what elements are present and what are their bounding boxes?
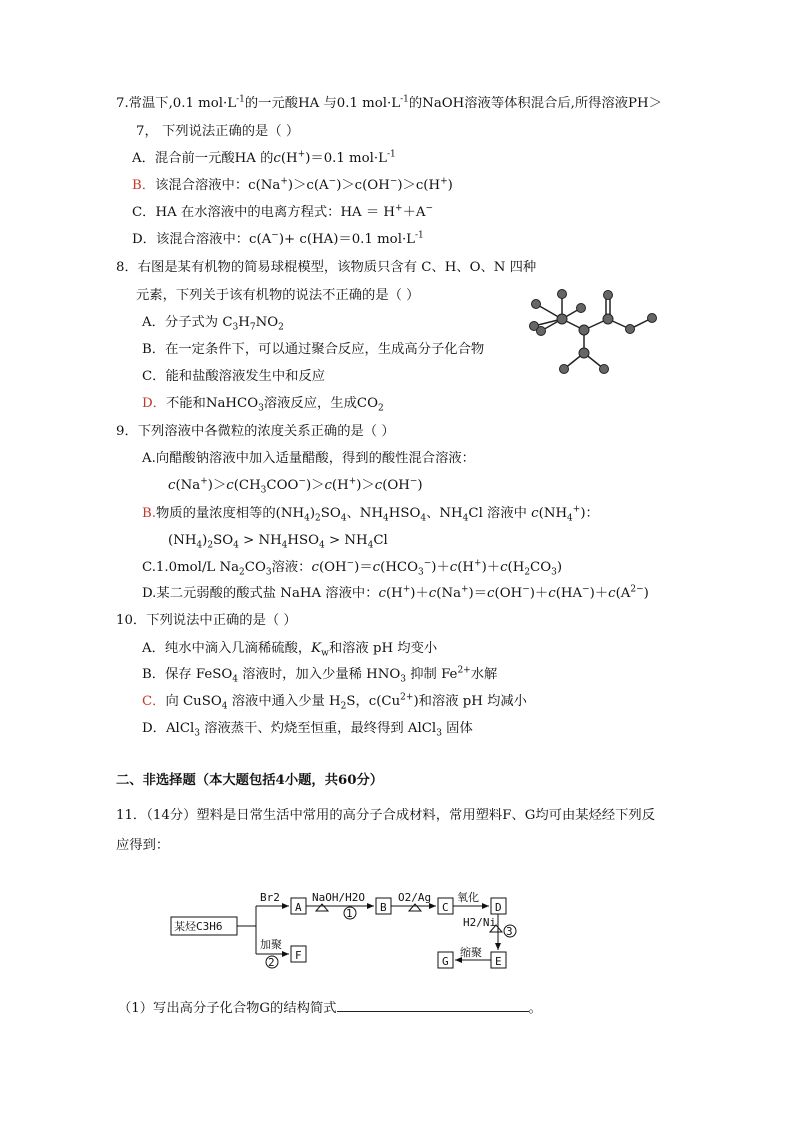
- q10-option-b: B．保存 FeSO$_4$ 溶液时，加入少量稀 $HNO_3$ 抑制 $Fe^{2+}$水解: [142, 665, 498, 685]
- q10-option-a: A．纯水中滴入几滴稀硫酸，$K_w$和溶液 pH 均变小: [142, 641, 438, 659]
- h2-ni-reagent-label: H2/Ni: [463, 916, 497, 929]
- atom-h: [600, 365, 609, 374]
- q7-stem-line2: 7， 下列说法正确的是（ ）: [136, 124, 300, 139]
- section-2-title: 二、非选择题（本大题包括4小题，共60分）: [116, 773, 384, 788]
- atom-h: [532, 300, 541, 309]
- q9-option-d: D.某二元弱酸的酸式盐 NaHA 溶液中：$c(H^+)+c(Na^+)=c(OH^-)+c(HA^-)+c(A^{2-})$: [142, 584, 649, 601]
- reaction-flow-diagram: [160, 884, 530, 976]
- q11-sub1-end: 。: [528, 1001, 542, 1016]
- q7-option-b: B．该混合溶液中：c(Na+)＞c(A−)＞c(OH−)＞c(H+): [132, 176, 453, 193]
- q11-stem-line1: 11．（14分）塑料是日常生活中常用的高分子合成材料，常用塑料F、G均可由某烃经下列反: [116, 808, 656, 823]
- q7-option-d: D．该混合溶液中：c(A−)+ c(HA)＝0.1 $mol\cdot L^{-1}$: [132, 230, 424, 247]
- q8-option-c: C．能和盐酸溶液发生中和反应: [142, 369, 326, 384]
- q11-sub1-text: （1）写出高分子化合物G的结构简式: [118, 1001, 337, 1016]
- atom-c: [579, 325, 589, 335]
- compound-a-label: A: [295, 901, 302, 914]
- q9-option-b-line2: $(NH_4)_2SO_4 > NH_4HSO_4 > NH_4Cl$: [168, 533, 388, 551]
- atom-c: [557, 314, 567, 324]
- q11-sub1: [118, 999, 542, 1018]
- q8-option-b: B．在一定条件下，可以通过聚合反应，生成高分子化合物: [142, 342, 485, 357]
- compound-f-label: F: [295, 949, 302, 962]
- compound-g-label: G: [442, 955, 449, 968]
- q9-stem: 9．下列溶液中各微粒的浓度关系正确的是（ ）: [116, 424, 395, 439]
- q11-stem-line2: 应得到：: [116, 838, 170, 853]
- o2-ag-reagent-label: O2/Ag: [398, 891, 432, 904]
- naoh-reagent-label: NaOH/H2O: [312, 891, 365, 904]
- q10-option-c-label: C．: [142, 694, 166, 709]
- start-hydrocarbon-label: 某烃C3H6: [174, 920, 223, 933]
- q7-option-c: C．HA 在水溶液中的电离方程式：HA ＝ H+＋A−: [132, 203, 434, 220]
- atom-o: [626, 325, 635, 334]
- atom-h: [558, 290, 567, 299]
- q8-stem-line2: 元素，下列关于该有机物的说法不正确的是（ ）: [136, 288, 420, 303]
- q10-option-d: D．AlCl$_3$ 溶液蒸干、灼烧至恒重，最终得到 AlCl$_3$ 固体: [142, 721, 473, 739]
- q8-option-d-label: D．: [142, 396, 166, 411]
- atom-h: [577, 304, 586, 313]
- q9-option-b-line1: B.物质的量浓度相等的$(NH_4)_2SO_4$、$NH_4HSO_4$、$NH_4Cl$ 溶液中 $c(NH_4^+)$：: [142, 504, 599, 524]
- step-2-number: 2: [268, 956, 275, 969]
- atom-o: [604, 291, 613, 300]
- atom-h: [648, 314, 657, 323]
- step-3-number: 3: [506, 925, 513, 938]
- atom-h: [560, 365, 569, 374]
- q8-option-a: A．分子式为 $C_3H_7NO_2$: [142, 315, 284, 333]
- compound-e-label: E: [495, 955, 502, 968]
- atom-h: [537, 327, 546, 336]
- ball-stick-model-figure: [524, 282, 664, 382]
- q7-option-a: A．混合前一元酸HA 的c(H+)＝0.1 $mol\cdot L^{-1}$: [132, 149, 396, 166]
- q9-option-b-label: B.: [142, 506, 156, 521]
- compound-c-label: C: [442, 901, 449, 914]
- br2-reagent-label: Br2: [260, 891, 280, 904]
- compound-b-label: B: [380, 901, 387, 914]
- q8-stem-line1: 8．右图是某有机物的简易球棍模型，该物质只含有 C、H、O、N 四种: [116, 260, 537, 275]
- q9-option-c: C.1.0mol/L $Na_2CO_3$溶液：$c(OH^-)=c(HCO_3^-)+c(H^+)+c(H_2CO_3)$: [142, 558, 563, 578]
- q9-option-a-line2: $c(Na^+)>c(CH_3COO^-)>c(H^+)>c(OH^-)$: [168, 476, 423, 496]
- addition-polymerization-label: 加聚: [260, 938, 282, 951]
- step-1-number: 1: [346, 907, 353, 920]
- atom-n: [579, 348, 589, 358]
- q9-option-a-line1: A.向醋酸钠溶液中加入适量醋酸，得到的酸性混合溶液：: [142, 451, 475, 466]
- compound-d-label: D: [495, 901, 502, 914]
- q7-stem-text: 7.常温下,0.1 $mol\cdot L^{-1}$的一元酸HA 与0.1 $mol\cdot L^{-1}$的NaOH溶液等体积混合后,所得溶液PH＞: [116, 94, 662, 111]
- q7-stem-line1: [116, 95, 662, 113]
- q10-stem: 10．下列说法中正确的是（ ）: [116, 613, 297, 628]
- oxidation-label: 氧化: [457, 891, 479, 904]
- q7-option-b-label: B．: [132, 178, 156, 193]
- atom-c: [603, 314, 613, 324]
- q11-sub1-answer-blank[interactable]: [337, 999, 529, 1012]
- q10-option-c: C．向 CuSO$_4$ 溶液中通入少量 $H_2S$，$c(Cu^{2+})$和溶液 pH 均减小: [142, 692, 527, 712]
- condensation-polymerization-label: 缩聚: [460, 946, 482, 959]
- q8-option-d: D．不能和NaHCO$_3$溶液反应，生成$CO_2$: [142, 396, 384, 414]
